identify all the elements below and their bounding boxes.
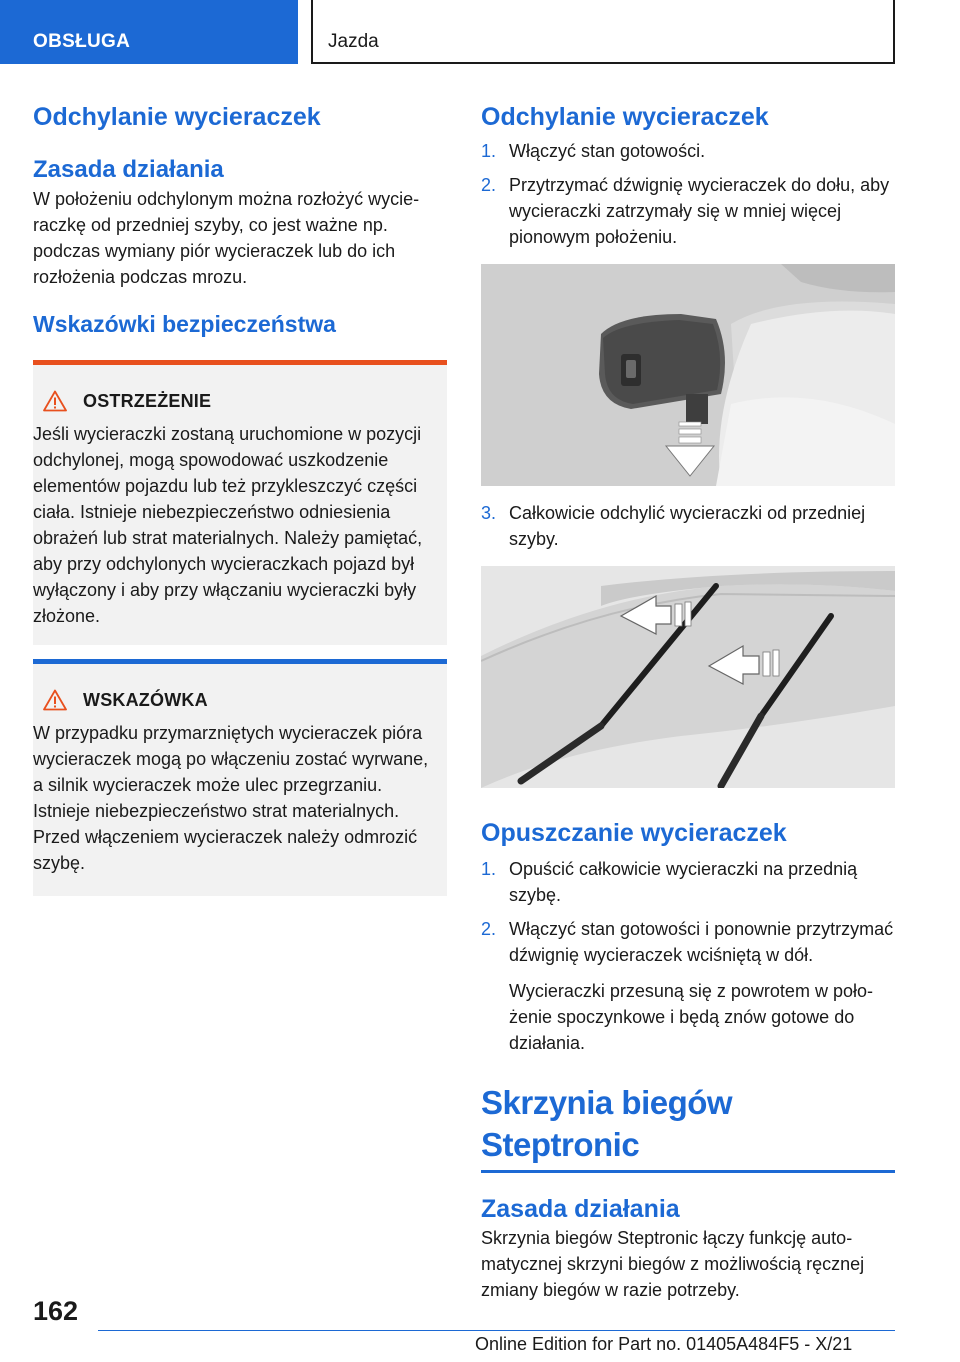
- left-column: [33, 100, 447, 896]
- edition-text: Online Edition for Part no. 01405A484F5 - X/21: [475, 1334, 853, 1354]
- section-tab: [0, 0, 298, 64]
- list-item: 2. Przytrzymać dźwignię wycieraczek do dołu, aby wycieraczki zatrzymały się w mniej więcej pionowym położeniu.: [481, 175, 890, 247]
- notice-label: WSKAZÓWKA: [83, 689, 208, 710]
- steptronic-heading: Zasada działania: [481, 1195, 680, 1223]
- list-item: 3. Całkowicie odchylić wycieraczki od przedniej szyby.: [481, 503, 866, 549]
- notice-header: [33, 664, 447, 714]
- wiper-lever-image: [481, 264, 895, 486]
- steptronic-text: Skrzynia biegów Steptronic łączy funkcję automatycznej skrzyni biegów z możliwością ręcznej zmiany biegów w razie potrzeby.: [481, 1228, 865, 1300]
- list-item: 1. Włączyć stan gotowości.: [481, 141, 706, 161]
- fold-steps: [481, 138, 895, 250]
- chapter-label: Jazda: [328, 31, 379, 52]
- lower-section-title: Opuszczanie wycieraczek: [481, 819, 787, 847]
- section-label: OBSŁUGA: [33, 31, 131, 52]
- fold-steps-continued: [481, 500, 895, 552]
- wiper-lever-illustration: [481, 264, 895, 486]
- left-section-title: Odchylanie wycieraczek: [33, 103, 321, 131]
- windshield-wipers-image: [481, 566, 895, 788]
- warning-label: OSTRZEŻENIE: [83, 390, 212, 411]
- page-number: 162: [33, 1296, 79, 1326]
- list-item: 2. Włączyć stan gotowości i ponownie przytrzymać dźwignię wycieraczek wciśniętą w dół. Wycieraczki przesuną się z powrotem w położenie spoczynkowe i będą znów gotowe do działania.: [481, 919, 894, 1053]
- principle-text: W położeniu odchylonym można rozłożyć wycieraczkę od przedniej szyby, co jest ważne np. podczas wymiany piór wycieraczek lub do ich rozłożenia podczas mrozu.: [33, 189, 420, 287]
- notice-box: [33, 659, 447, 896]
- chapter-box: [311, 0, 895, 64]
- principle-heading: Zasada działania: [33, 156, 224, 183]
- footer-rule: [98, 1330, 895, 1331]
- title-rule: [481, 1170, 895, 1173]
- warning-box: [33, 360, 447, 645]
- list-item: 1. Opuścić całkowicie wycieraczki na przednią szybę.: [481, 859, 858, 905]
- safety-heading: Wskazówki bezpieczeństwa: [33, 311, 336, 337]
- lower-steps: [481, 856, 895, 1056]
- fold-section-title: Odchylanie wycieraczek: [481, 103, 769, 131]
- windshield-wipers-illustration: [481, 566, 895, 788]
- notice-triangle-icon: [43, 689, 67, 711]
- warning-triangle-icon: [43, 390, 67, 412]
- right-column: [481, 100, 895, 1303]
- notice-text: W przypadku przymarzniętych wycieraczek pióra wycieraczek mogą po włączeniu zostać wyrwane, a silnik wycieraczek może ulec przegrzaniu. Istnieje niebezpieczeństwo strat materialnych. Przed włączeniem wycieraczek należy odmrozić szybę.: [33, 723, 429, 873]
- steptronic-title: Skrzynia biegów Steptronic: [481, 1084, 733, 1163]
- warning-text: Jeśli wycieraczki zostaną uruchomione w pozycji odchylonej, mogą spowodować uszkodzenie elementów pojazdu lub też przykleszczyć części ciała. Istnieje niebezpieczeństwo odniesienia obrażeń lub strat materialnych. Należy pamiętać, aby przy odchylonych wycieraczkach pojazd był wyłączony i aby przy włączaniu wycieraczki były złożone.: [33, 424, 423, 626]
- warning-header: [33, 365, 447, 415]
